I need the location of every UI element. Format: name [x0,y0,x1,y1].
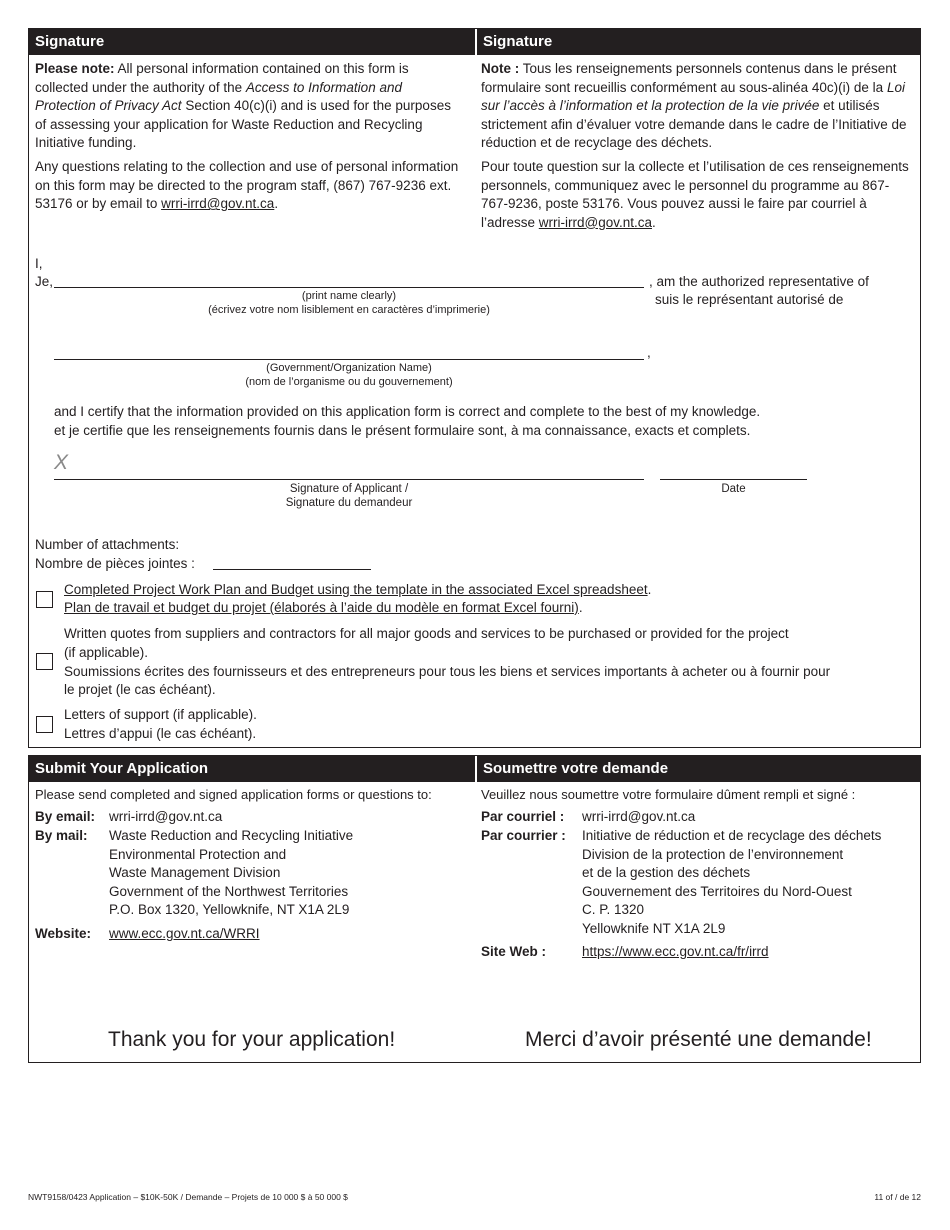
mail-address-en [109,827,353,920]
note-text-en-2: Section 40(c)(i) and is used for the purposes of assessing your application for Waste Reduction and Recycling Initiative funding. [35,98,451,151]
email-label-fr: Par courriel : [481,809,565,824]
signature-field[interactable] [54,479,644,480]
questions-end-fr: . [652,214,656,230]
checkbox-work-plan[interactable] [36,591,53,608]
je-label: Je, [35,274,54,289]
signature-caption-fr: Signature du demandeur [285,497,413,509]
website-label-fr: Site Web : [481,944,547,959]
representative-text-fr: suis le représentant autorisé de [655,292,844,307]
signature-header-en: Signature [29,29,475,55]
work-plan-end-en: . [647,582,652,597]
website-link-en[interactable]: www.ecc.gov.nt.ca/WRRI [109,926,260,941]
note-label-en: Please note: [35,61,115,76]
signature-header-fr: Signature [477,29,920,55]
mail-line-fr: Initiative de réduction et de recyclage des déchets [582,828,882,843]
form-id-footer: NWT9158/0423 Application – $10K-50K / Demande – Projets de 10 000 $ à 50 000 $ [28,1192,348,1202]
questions-text-en: Any questions relating to the collection and use of personal information on this form may be directed to the program staff, (867) 767-9236 ext. 53176 or by email to [35,158,459,212]
date-field[interactable] [660,479,807,480]
submit-intro-en: Please send completed and signed application forms or questions to: [35,787,432,802]
attachments-label-fr: Nombre de pièces jointes : [35,556,195,571]
signature-section [28,28,921,748]
mail-line-fr: Gouvernement des Territoires du Nord-Ouest [582,883,852,899]
organization-caption-fr: (nom de l’organisme ou du gouvernement) [245,376,453,388]
note-text-en-1: All personal information contained on this form is collected under the authority of the [35,61,409,95]
submit-header-en: Submit Your Application [29,756,475,782]
signature-caption-en: Signature of Applicant / [289,483,409,495]
work-plan-text-en: Completed Project Work Plan and Budget using the template in the associated Excel spreadsheet [64,582,648,597]
note-label-fr: Note : [481,61,520,76]
print-name-caption-fr: (écrivez votre nom lisiblement en caractères d’imprimerie) [208,304,490,316]
checklist-quotes-line-1: Written quotes from suppliers and contractors for all major goods and services to be purchased or provided for the project [64,626,789,641]
checklist-quotes-line-3: Soumissions écrites des fournisseurs et des entrepreneurs pour tous les biens et services importants à acheter ou à fournir pour [64,664,831,679]
website-link-fr[interactable]: https://www.ecc.gov.nt.ca/fr/irrd [582,944,769,959]
certify-text-fr: et je certifie que les renseignements fournis dans le présent formulaire sont, à ma connaissance, exacts et complets. [54,423,751,438]
submit-intro-fr: Veuillez nous soumettre votre formulaire dûment rempli et signé : [481,787,856,802]
act-name-fr: Loi sur l’accès à l’information et la protection de la vie privée [481,79,905,114]
mail-line-en: Waste Reduction and Recycling Initiative [109,828,354,843]
checklist-quotes-line-4: le projet (le cas échéant). [64,682,216,697]
website-label-en: Website: [35,926,92,941]
representative-text-en: , am the authorized representative of [649,274,869,289]
email-label-en: By email: [35,809,96,824]
privacy-note-fr [481,60,916,237]
work-plan-text-fr: Plan de travail et budget du projet (élaborés à l’aide du modèle en format Excel fourni) [64,600,579,615]
mail-line-fr: C. P. 1320 [582,902,645,918]
date-caption: Date [721,483,746,495]
attachments-count-field[interactable] [213,569,371,570]
checklist-letters-fr: Lettres d’appui (le cas échéant). [64,726,257,741]
mail-line-en: Waste Management Division [109,865,281,881]
checkbox-letters-of-support[interactable] [36,716,53,733]
signature-x-mark: X [54,451,69,474]
i-label: I, [35,256,43,271]
act-name-en: Access to Information and Protection of Privacy Act [35,79,402,114]
mail-line-fr: Division de la protection de l’environnement [582,846,844,862]
checklist-quotes-line-2: (if applicable). [64,645,149,660]
submit-header-fr: Soumettre votre demande [477,756,920,782]
mail-line-fr: et de la gestion des déchets [582,865,751,881]
submit-section [28,755,921,1063]
page-number: 11 of / de 12 [874,1192,921,1202]
print-name-caption-en: (print name clearly) [301,290,397,302]
attachments-label-en: Number of attachments: [35,537,180,552]
organization-name-field[interactable] [54,359,644,360]
mail-line-en: Government of the Northwest Territories [109,883,349,899]
print-name-field[interactable] [54,287,644,288]
questions-end-en: . [274,196,279,212]
submit-email-fr[interactable]: wrri-irrd@gov.nt.ca [582,809,696,824]
work-plan-end-fr: . [578,600,583,615]
questions-text-fr: Pour toute question sur la collecte et l’utilisation de ces renseignements personnels, communiquez avec le personnel du programme au 867-767-9236, poste 53176. Vous pouvez aussi le faire par courriel à l’adresse [481,158,909,230]
thanks-message-fr: Merci d’avoir présenté une demande! [525,1028,872,1051]
mail-line-en: P.O. Box 1320, Yellowknife, NT X1A 2L9 [109,902,350,918]
checklist-work-plan-en [64,581,651,600]
checklist-work-plan-fr [64,599,583,618]
mail-line-fr: Yellowknife NT X1A 2L9 [582,920,726,936]
organization-caption-en: (Government/Organization Name) [266,362,432,374]
email-link-fr[interactable]: wrri-irrd@gov.nt.ca [538,214,653,230]
mail-line-en: Environmental Protection and [109,846,287,862]
submit-email-en[interactable]: wrri-irrd@gov.nt.ca [109,809,223,824]
checklist-letters-en: Letters of support (if applicable). [64,707,257,722]
mail-label-fr: Par courrier : [481,828,566,843]
certify-text-en: and I certify that the information provided on this application form is correct and complete to the best of my knowledge. [54,404,761,419]
organization-comma: , [647,345,651,360]
email-link-en[interactable]: wrri-irrd@gov.nt.ca [161,196,275,212]
mail-label-en: By mail: [35,828,88,843]
note-text-fr-1: Tous les renseignements personnels contenus dans le présent formulaire sont recueillis conformément au sous-alinéa 40c)(i) de la [481,61,897,95]
checkbox-written-quotes[interactable] [36,653,53,670]
thanks-message-en: Thank you for your application! [108,1028,396,1051]
mail-address-fr [582,827,881,939]
note-text-fr-2: et utilisés strictement afin d’évaluer votre demande dans le cadre de l’Initiative de réduction et de recyclage des déchets. [481,98,907,151]
privacy-note-en [35,60,465,219]
